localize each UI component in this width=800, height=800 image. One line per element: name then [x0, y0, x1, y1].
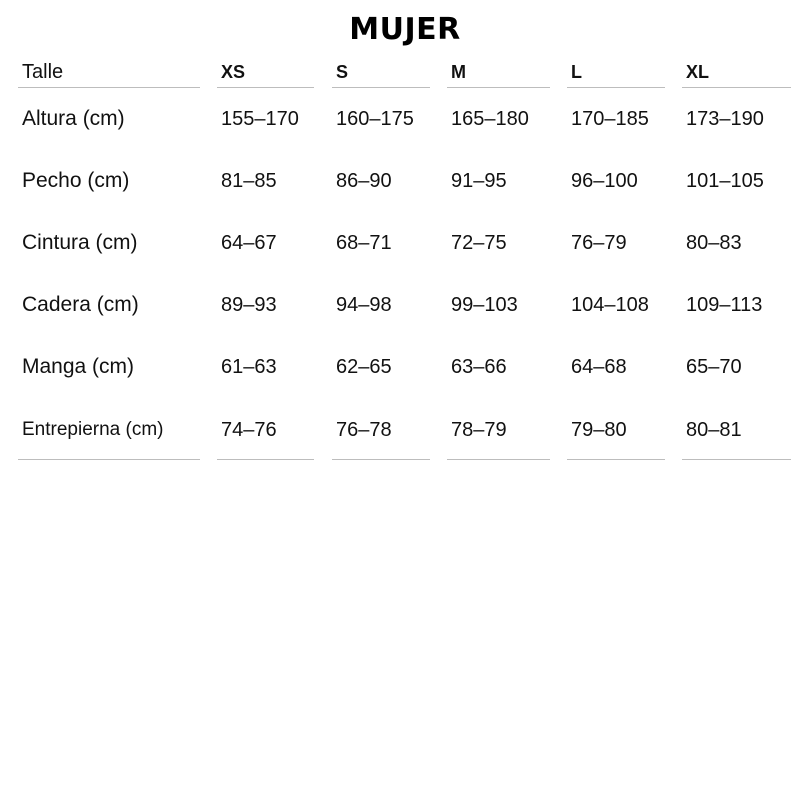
footer-divider-xl	[682, 459, 791, 460]
cell-altura-xl: 173–190	[686, 108, 764, 130]
cell-manga-l: 64–68	[571, 356, 627, 378]
header-size-xl: XL	[686, 62, 710, 82]
table-row-manga	[0, 353, 800, 415]
row-label-manga: Manga (cm)	[22, 355, 135, 378]
cell-pecho-m: 91–95	[451, 170, 507, 192]
header-label-talle: Talle	[22, 61, 64, 83]
page-title: MUJER	[349, 12, 461, 47]
header-divider-m	[447, 87, 550, 88]
row-label-cintura: Cintura (cm)	[22, 231, 138, 254]
cell-altura-l: 170–185	[571, 108, 649, 130]
cell-altura-xs: 155–170	[221, 108, 299, 130]
cell-entrepierna-m: 78–79	[451, 419, 507, 441]
cell-cintura-l: 76–79	[571, 232, 627, 254]
footer-divider-m	[447, 459, 550, 460]
cell-entrepierna-s: 76–78	[336, 419, 392, 441]
cell-pecho-xs: 81–85	[221, 170, 277, 192]
header-size-m: M	[451, 62, 466, 82]
table-row-altura	[0, 105, 800, 167]
cell-cadera-s: 94–98	[336, 294, 392, 316]
cell-entrepierna-xl: 80–81	[686, 419, 742, 441]
cell-entrepierna-xs: 74–76	[221, 419, 277, 441]
header-size-s: S	[336, 62, 349, 82]
row-label-altura: Altura (cm)	[22, 107, 125, 130]
row-label-pecho: Pecho (cm)	[22, 169, 130, 192]
cell-entrepierna-l: 79–80	[571, 419, 627, 441]
cell-cadera-xs: 89–93	[221, 294, 277, 316]
cell-cadera-xl: 109–113	[686, 294, 763, 316]
header-divider-l	[567, 87, 665, 88]
footer-divider-s	[332, 459, 430, 460]
header-divider-xs	[217, 87, 314, 88]
cell-pecho-xl: 101–105	[686, 170, 764, 192]
cell-cadera-m: 99–103	[451, 294, 518, 316]
cell-cintura-m: 72–75	[451, 232, 507, 254]
footer-divider-xs	[217, 459, 314, 460]
cell-manga-xl: 65–70	[686, 356, 742, 378]
header-size-l: L	[571, 62, 582, 82]
footer-divider-l	[567, 459, 665, 460]
cell-pecho-s: 86–90	[336, 170, 392, 192]
table-row-entrepierna	[0, 416, 800, 478]
table-row-cadera	[0, 291, 800, 353]
cell-cintura-s: 68–71	[336, 232, 392, 254]
cell-cintura-xl: 80–83	[686, 232, 742, 254]
table-row-pecho	[0, 167, 800, 229]
table-row-cintura	[0, 229, 800, 291]
header-divider-talle	[18, 87, 200, 88]
header-size-xs: XS	[221, 62, 246, 82]
cell-manga-s: 62–65	[336, 356, 392, 378]
row-label-entrepierna: Entrepierna (cm)	[22, 419, 164, 440]
header-divider-xl	[682, 87, 791, 88]
cell-manga-xs: 61–63	[221, 356, 277, 378]
cell-cintura-xs: 64–67	[221, 232, 277, 254]
cell-altura-s: 160–175	[336, 108, 414, 130]
footer-divider-talle	[18, 459, 200, 460]
cell-pecho-l: 96–100	[571, 170, 638, 192]
cell-cadera-l: 104–108	[571, 294, 649, 316]
cell-altura-m: 165–180	[451, 108, 529, 130]
header-divider-s	[332, 87, 430, 88]
row-label-cadera: Cadera (cm)	[22, 293, 139, 316]
cell-manga-m: 63–66	[451, 356, 507, 378]
